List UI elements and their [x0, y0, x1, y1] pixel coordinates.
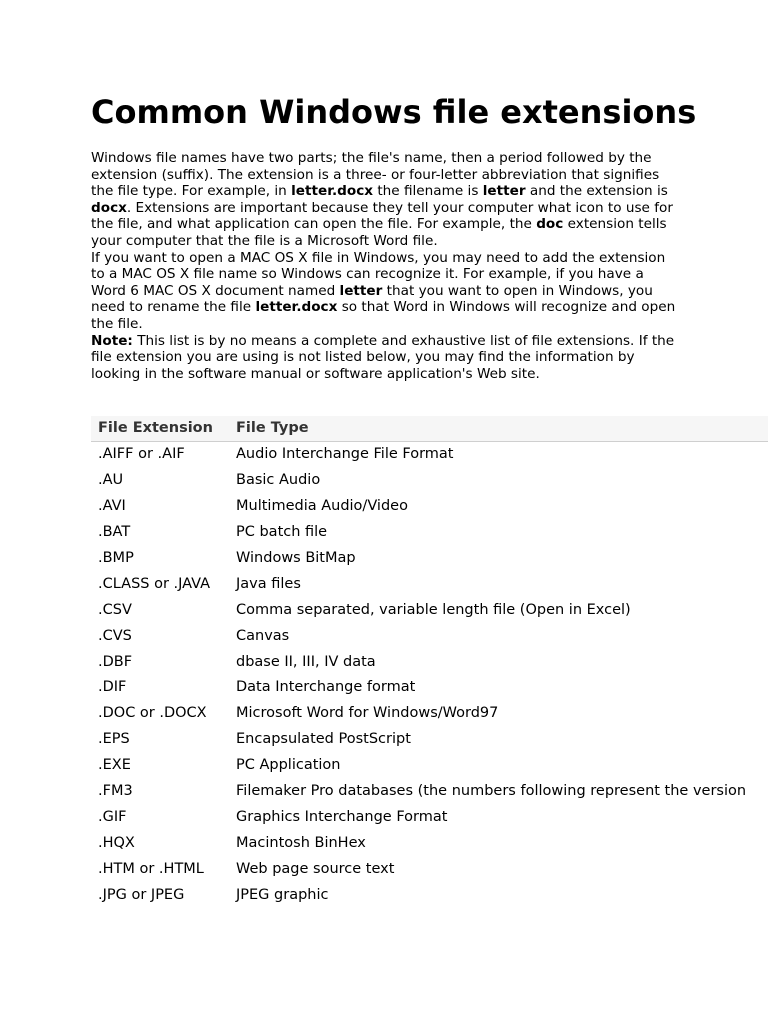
cell-file-extension: .CVS [98, 627, 132, 644]
cell-file-extension: .AVI [98, 498, 126, 515]
cell-file-type: Encapsulated PostScript [236, 731, 411, 748]
cell-file-type: Multimedia Audio/Video [236, 498, 408, 515]
cell-file-extension: .FM3 [98, 783, 133, 800]
cell-file-type: Filemaker Pro databases (the numbers following represent the version [236, 783, 747, 800]
cell-file-extension: .EXE [98, 757, 131, 774]
document-page [91, 93, 768, 903]
bold-text-run: letter.docx [255, 299, 338, 316]
table-row [91, 519, 768, 545]
table-row [91, 882, 768, 908]
cell-file-extension: .EPS [98, 731, 130, 748]
table-row [91, 778, 768, 804]
intro-paragraph-2 [91, 250, 681, 333]
cell-file-extension: .GIF [98, 808, 127, 825]
text-run: Windows file names have two parts; the file's name, then a period followed by the extension (suffix). The extension is a three- or four-letter abbreviation that signifies the file type. For example, in [91, 150, 660, 200]
table-row [91, 467, 768, 493]
cell-file-type: Windows BitMap [236, 550, 356, 566]
table-row [91, 675, 768, 701]
page-title: Common Windows file extensions [91, 93, 697, 131]
cell-file-extension: .CLASS or .JAVA [98, 575, 211, 592]
table-row [91, 545, 768, 571]
text-run: . Extensions are important because they tell your computer what icon to use for the file, and what application can open the file. For example, the [91, 199, 673, 233]
table-row [91, 752, 768, 778]
text-run: extension tells your computer that the file is a Microsoft Word file. [91, 216, 667, 249]
bold-text-run: docx [91, 199, 127, 216]
cell-file-extension: .DBF [98, 653, 133, 670]
cell-file-type: Java files [236, 575, 301, 592]
intro-section [91, 150, 681, 382]
bold-text-run: letter.docx [291, 183, 374, 200]
cell-file-type: Microsoft Word for Windows/Word97 [236, 705, 499, 722]
table-row [91, 700, 768, 726]
cell-file-extension: .DIF [98, 679, 127, 696]
cell-file-type: Canvas [236, 627, 290, 644]
cell-file-extension: .HTM or .HTML [98, 860, 204, 877]
cell-file-extension: .DOC or .DOCX [98, 705, 207, 722]
text-run: that you want to open in Windows, you need to rename the file [91, 282, 653, 316]
table-header-row [91, 416, 768, 441]
cell-file-type: Web page source text [236, 860, 395, 877]
cell-file-type: dbase II, III, IV data [236, 653, 376, 670]
cell-file-type: Basic Audio [236, 472, 321, 489]
bold-text-run: letter [339, 282, 383, 299]
cell-file-type: Comma separated, variable length file (Open in Excel) [236, 601, 631, 618]
cell-file-type: JPEG graphic [236, 886, 329, 903]
note-paragraph [91, 333, 681, 383]
bold-text-run: Note: [91, 332, 133, 349]
table-row [91, 493, 768, 519]
bold-text-run: doc [536, 216, 564, 233]
cell-file-type: PC batch file [236, 524, 328, 541]
text-run: This list is by no means a complete and exhaustive list of file extensions. If the file extension you are using is not listed below, you may find the information by looking in the software manual or software application's Web site. [91, 332, 675, 382]
cell-file-type: PC Application [236, 757, 341, 774]
cell-file-type: Audio Interchange File Format [236, 446, 454, 463]
cell-file-extension: .CSV [98, 601, 132, 618]
cell-file-type: Graphics Interchange Format [236, 808, 448, 825]
bold-text-run: letter [482, 183, 526, 200]
table-row [91, 830, 768, 856]
text-run: and the extension is [525, 183, 668, 200]
header-file-extension: File Extension [91, 416, 229, 441]
cell-file-extension: .BMP [98, 550, 134, 566]
header-file-type: File Type [229, 416, 768, 441]
cell-file-type: Macintosh BinHex [236, 834, 366, 851]
table-row [91, 597, 768, 623]
cell-file-extension: .BAT [98, 524, 131, 541]
table-row [91, 623, 768, 649]
table-row [91, 649, 768, 675]
text-run: If you want to open a MAC OS X file in Windows, you may need to add the extension to a MAC OS X file name so Windows can recognize it. For example, if you have a Word 6 MAC OS X document named [91, 249, 666, 299]
cell-file-type: Data Interchange format [236, 679, 416, 696]
table-row [91, 441, 768, 467]
table-row [91, 856, 768, 882]
text-run: so that Word in Windows will recognize and open the file. [91, 299, 676, 332]
table-row [91, 726, 768, 752]
table-row [91, 804, 768, 830]
cell-file-extension: .JPG or JPEG [98, 886, 185, 903]
table-row [91, 571, 768, 597]
file-extensions-table [91, 416, 768, 908]
cell-file-extension: .AU [98, 472, 124, 489]
table-body [91, 441, 768, 908]
cell-file-extension: .HQX [98, 834, 135, 851]
intro-paragraph-1 [91, 150, 681, 250]
text-run: the filename is [373, 183, 483, 200]
cell-file-extension: .AIFF or .AIF [98, 446, 185, 463]
